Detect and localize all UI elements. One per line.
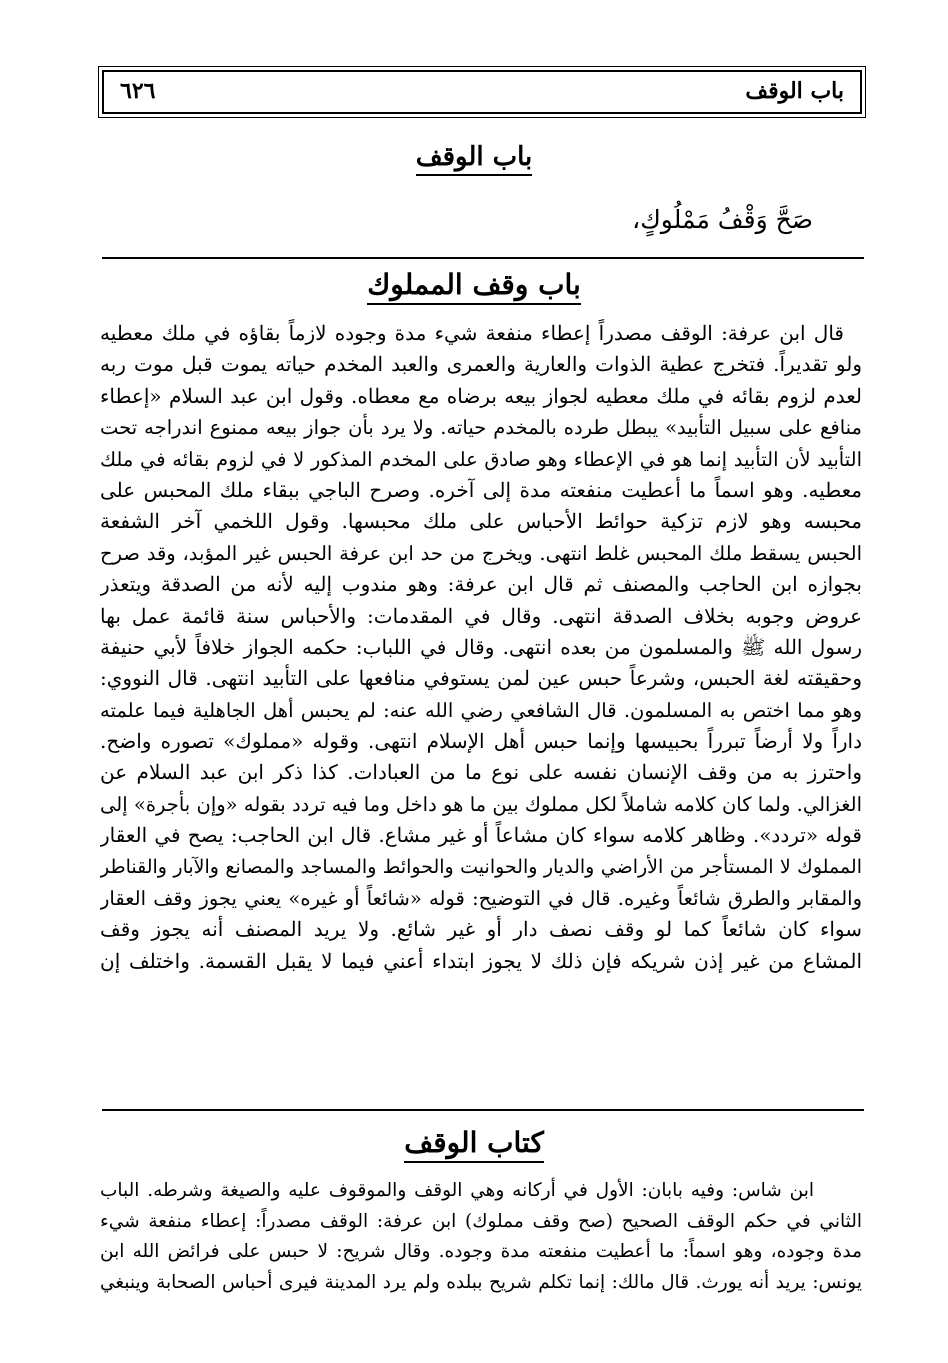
running-title: باب الوقف xyxy=(745,78,844,104)
text-line: داراً ولا أرضاً تبرراً بحبيسها وإنما حبس أهل الإسلام انتهى. وقوله «مملوك» تصوره واضح. xyxy=(100,729,862,754)
matn-verse: صَحَّ وَقْفُ مَمْلُوكٍ، xyxy=(632,205,813,234)
subsection-title-text: باب وقف المملوك xyxy=(367,268,581,305)
text-line: رسول الله ﷺ والمسلمون من بعده انتهى. وقال في اللباب: حكمه الجواز خلافاً لأبي حنيفة xyxy=(100,634,862,659)
text-line: لعدم لزوم بقائه في ملك معطيه لجواز بيعه برضاه مع معطاه. وقول ابن عبد السلام «إعطاء xyxy=(100,383,862,408)
text-line: وحقيقته لغة الحبس، وشرعاً حبس عين لمن يستوفي منافعها على التأبيد انتهى. قال النووي: xyxy=(100,666,862,691)
text-line: الغزالي. ولما كان كلامه شاملاً لكل مملوك بين ما هو داخل وما فيه تردد بقوله «وإن بأجرة» إلى xyxy=(100,792,862,816)
footnote-line: مدة وجوده، وهو اسماً: ما أعطيت منفعته مدة وجوده. وقال شريح: لا حبس على فرائض الله ابن xyxy=(100,1241,862,1262)
text-line: المشاع من غير إذن شريكه فإن ذلك لا يجوز ابتداء أعني فيما لا يقبل القسمة. واختلف إن xyxy=(100,948,862,973)
divider-footnote xyxy=(102,1109,864,1111)
text-line: الحبس يسقط ملك المحبس غلط انتهى. ويخرج من حد ابن عرفة الحبس غير المؤبد، وقد صرح xyxy=(100,541,862,565)
section-title-text: باب الوقف xyxy=(416,142,533,176)
text-line: المملوك لا المستأجر من الأراضي والديار والحوانيت والحوائط والمساجد والمصانع والآبار والقناطر xyxy=(100,855,862,878)
text-line: محبسه وهو لازم تزكية حوائط الأحباس على ملك محبسها. وقول اللخمي آخر الشفعة xyxy=(100,509,862,534)
footnote-commentary xyxy=(100,1176,862,1298)
section-title xyxy=(0,142,948,176)
main-commentary xyxy=(100,318,862,977)
footnote-title-text: كتاب الوقف xyxy=(404,1126,544,1163)
text-line: بجوازه ابن الحاجب والمصنف ثم قال ابن عرفة: وهو مندوب إليه لأنه من الصدقة ويتعذر xyxy=(100,572,862,597)
text-line: والمقابر والطرق شائعاً وغيره. قال في التوضيح: قوله «شائعاً أو غيره» يعني يجوز وقف العقار xyxy=(100,887,862,911)
text-line: قوله «تردد». وظاهر كلامه سواء كان مشاعاً أو غير مشاع. قال ابن الحاجب: يصح في العقار xyxy=(100,823,862,848)
page-number: ٦٢٦ xyxy=(120,78,156,104)
footnote-line: يونس: يريد أنه يورث. قال مالك: إنما تكلم شريح ببلده ولم يرد المدينة فيرى أحباس الصحابة وينبغي xyxy=(100,1271,862,1293)
running-header xyxy=(102,70,862,114)
text-line: وهو مما اختص به المسلمون. قال الشافعي رضي الله عنه: لم يحبس أهل الجاهلية فيما علمته xyxy=(100,698,862,722)
divider-top xyxy=(102,257,864,259)
text-line: سواء كان شائعاً كما لو وقف نصف دار أو غير شائع. ولا يريد المصنف أنه يجوز وقف xyxy=(100,917,862,942)
footnote-line: ابن شاس: وفيه بابان: الأول في أركانه وهي الوقف والموقوف عليه والصيغة وشرطه. الباب xyxy=(100,1180,814,1201)
text-line: معطيه. وهو اسماً ما أعطيت منفعته مدة إلى آخره. وصرح الباجي ببقاء ملك المحبس على xyxy=(100,477,862,502)
footnote-line: الثاني في حكم الوقف الصحيح (صح وقف مملوك) ابن عرفة: الوقف مصدراً: إعطاء منفعة شيء xyxy=(100,1210,862,1232)
text-line: عروض وجوبه بخلاف الصدقة انتهى. وقال في المقدمات: والأحباس سنة قائمة عمل بها xyxy=(100,603,862,628)
footnote-title xyxy=(0,1126,948,1163)
text-line: قال ابن عرفة: الوقف مصدراً إعطاء منفعة شيء مدة وجوده لازماً بقاؤه في ملك معطيه xyxy=(100,321,844,345)
text-line: منافع على سبيل التأبيد» يبطل طرده بالمخدم حياته. ولا يرد بأن جواز بيعه ممنوع اندراجه تحت xyxy=(100,416,862,440)
text-line: واحترز به من وقف الإنسان نفسه على نوع ما من العبادات. كذا ذكر ابن عبد السلام عن xyxy=(100,760,862,785)
subsection-title xyxy=(0,268,948,305)
text-line: التأبيد لأن التأبيد إنما هو في الإعطاء وهو صادق على المخدم المذكور لا في لزوم بقائه في ملك xyxy=(100,447,862,471)
text-line: ولو تقديراً. فتخرج عطية الذوات والعارية والعمرى والعبد المخدم حياته يموت قبل موت ربه xyxy=(100,352,862,377)
